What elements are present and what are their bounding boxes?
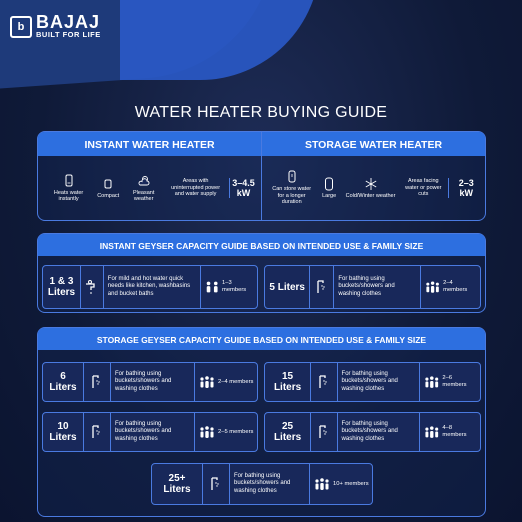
storage-power-rating: 2–3 kW <box>458 178 474 198</box>
capacity-card <box>264 362 481 402</box>
capacity-use: For bathing using buckets/showers and washing clothes <box>338 413 420 451</box>
instant-heater-section <box>38 132 262 220</box>
capacity-size: 1 & 3 Liters <box>47 276 76 298</box>
shower-icon <box>83 413 111 451</box>
capacity-card <box>264 412 481 452</box>
family-size: 2–4 members <box>421 278 480 296</box>
capacity-card <box>264 265 481 309</box>
storage-feature: Large <box>320 177 338 200</box>
heater-icon <box>62 174 76 188</box>
large-tank-icon <box>322 177 336 191</box>
capacity-size: 5 Liters <box>269 281 305 293</box>
family-icon <box>424 278 441 296</box>
instant-capacity-heading: INSTANT GEYSER CAPACITY GUIDE BASED ON INTENDED USE & FAMILY SIZE <box>38 234 485 256</box>
family-icon <box>198 423 216 441</box>
brand-tagline: BUILT FOR LIFE <box>36 30 101 39</box>
storage-feature: Cold/Winter weather <box>344 177 398 200</box>
capacity-use: For bathing using buckets/showers and washing clothes <box>338 363 420 401</box>
family-icon <box>313 475 331 493</box>
family-size: 4–8 members <box>420 423 480 441</box>
capacity-card <box>151 463 373 505</box>
capacity-card <box>42 362 258 402</box>
logo-mark-icon: b <box>10 16 32 38</box>
capacity-size: 6 Liters <box>49 371 77 393</box>
capacity-size: 25 Liters <box>273 421 302 443</box>
instant-heater-heading: INSTANT WATER HEATER <box>38 132 261 156</box>
shower-icon <box>83 363 111 401</box>
storage-heater-section <box>262 132 485 220</box>
capacity-use: For bathing using buckets/showers and washing clothes <box>111 413 195 451</box>
heater-type-comparison <box>37 131 486 221</box>
shower-icon <box>310 363 337 401</box>
family-size: 1–3 members <box>201 278 257 296</box>
snowflake-icon <box>364 177 378 191</box>
family-icon <box>423 373 441 391</box>
family-size: 10+ members <box>310 475 372 493</box>
compact-heater-icon <box>101 177 115 191</box>
family-icon <box>423 423 441 441</box>
instant-feature: Pleasant weather <box>121 174 166 203</box>
storage-heater-heading: STORAGE WATER HEATER <box>262 132 485 156</box>
storage-capacity-heading: STORAGE GEYSER CAPACITY GUIDE BASED ON INTENDED USE & FAMILY SIZE <box>38 328 485 350</box>
capacity-use: For mild and hot water quick needs like kitchen, washbasins and bucket baths <box>104 266 201 308</box>
tap-icon <box>80 266 104 308</box>
capacity-size: 25+ Liters <box>163 473 191 495</box>
shower-icon <box>202 464 230 504</box>
instant-feature: Heats water instantly <box>42 174 95 203</box>
capacity-use: For bathing using buckets/showers and washing clothes <box>334 266 421 308</box>
capacity-card <box>42 412 258 452</box>
shower-icon <box>309 266 334 308</box>
capacity-size: 10 Liters <box>49 421 77 443</box>
storage-feature: Areas facing water or power cuts <box>403 178 449 198</box>
page-title: WATER HEATER BUYING GUIDE <box>134 104 388 121</box>
instant-power-rating: 3–4.5 kW <box>232 178 255 198</box>
instant-feature: Compact <box>95 177 121 200</box>
family-size: 2–4 members <box>195 373 256 391</box>
capacity-use: For bathing using buckets/showers and washing clothes <box>230 464 310 504</box>
capacity-use: For bathing using buckets/showers and washing clothes <box>111 363 195 401</box>
family-size: 2–5 members <box>195 423 256 441</box>
brand-logo <box>10 14 101 39</box>
storage-feature: Can store water for a longer duration <box>269 170 315 206</box>
brand-name: BAJAJ <box>36 12 101 32</box>
capacity-size: 15 Liters <box>273 371 302 393</box>
family-size: 2–6 members <box>420 373 480 391</box>
storage-heater-icon <box>285 170 299 184</box>
capacity-card <box>42 265 258 309</box>
family-icon <box>198 373 216 391</box>
shower-icon <box>310 413 337 451</box>
instant-feature: Areas with uninterrupted power and water supply <box>166 178 230 198</box>
sun-cloud-icon <box>137 174 151 188</box>
family-icon <box>204 278 220 296</box>
